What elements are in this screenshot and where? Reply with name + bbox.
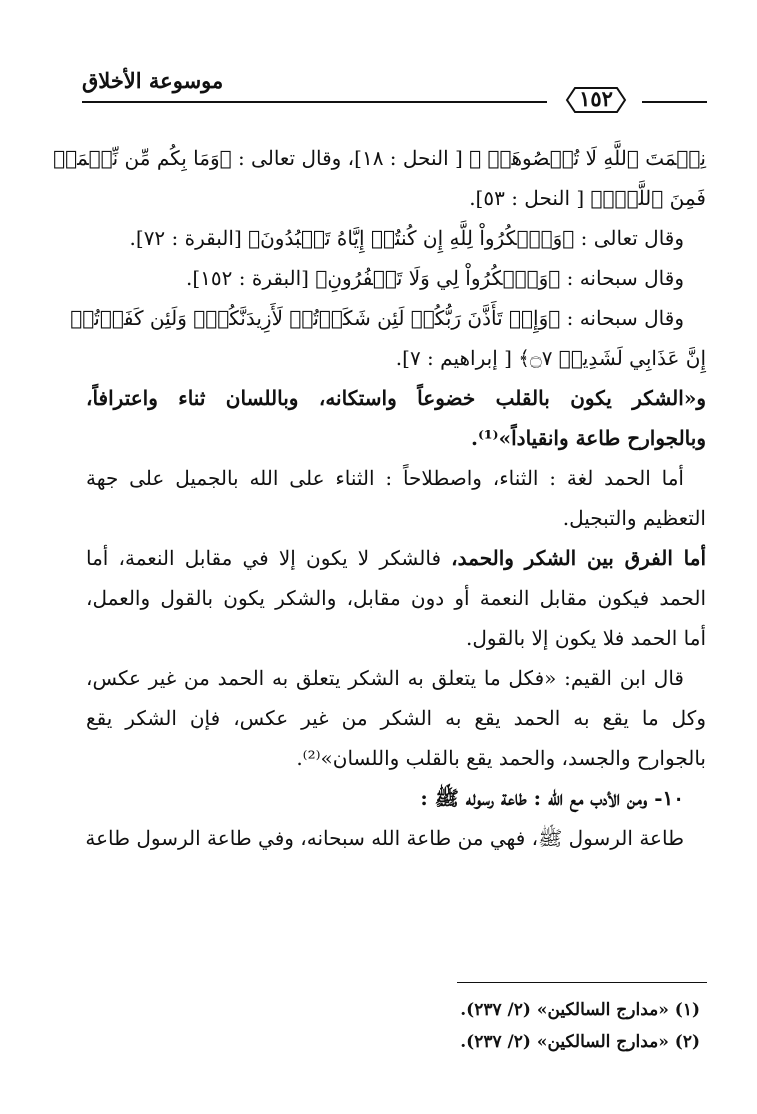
- text-line: فَمِنَ ٱللَّهِۖ﴾ [ النحل : ٥٣].: [469, 186, 706, 210]
- text-line: ١٠- ومن الأدب مع الله : طاعة رسوله ﷺ :: [420, 786, 684, 810]
- main-text: [53, 138, 707, 858]
- bold-phrase: أما الفرق بين الشكر والحمد،: [451, 546, 707, 570]
- text-line: وبالجوارح طاعة وانقياداً»⁽¹⁾.: [470, 426, 706, 450]
- page-number: ١٥٢: [579, 86, 613, 111]
- text-line: التعظيم والتبجيل.: [562, 506, 706, 530]
- page-number-frame: [557, 84, 635, 116]
- text-line: وكل ما يقع به الحمد يقع به الشكر من غير عكس، فإن الشكر يقع: [86, 706, 706, 730]
- header-rule-left: [82, 101, 547, 103]
- footnote-separator: [457, 982, 707, 983]
- text-line: الحمد فيكون مقابل النعمة أو دون مقابل، والشكر يكون بالقول والعمل،: [86, 586, 706, 610]
- text-line: إِنَّ عَذَابِي لَشَدِيدٞ ۝٧﴾ [ إبراهيم : ٧].: [395, 346, 706, 370]
- text-line: طاعة الرسول ﷺ، فهي من طاعة الله سبحانه، وفي طاعة الرسول طاعة: [85, 826, 684, 850]
- text-line: بالجوارح والجسد، والحمد يقع بالقلب واللسان»⁽²⁾.: [296, 746, 706, 770]
- text-line: وقال سبحانه : ﴿وَٱشۡكُرُواْ لِي وَلَا تَكۡفُرُونِ﴾ [البقرة : ١٥٢].: [185, 266, 684, 290]
- footnote-item: (١) «مدارج السالكين» (٢/ ٢٣٧).: [460, 1000, 700, 1020]
- text-line: قال ابن القيم: «فكل ما يتعلق به الشكر يتعلق به الحمد من غير عكس،: [86, 666, 684, 690]
- text-line: [86, 538, 706, 578]
- line-rest: فالشكر لا يكون إلا في مقابل النعمة، أما: [86, 546, 452, 570]
- text-line: نِعۡمَتَ ٱللَّهِ لَا تُحۡصُوهَآۗ ﴾ [ النحل : ١٨]، وقال تعالى : ﴿وَمَا بِكُم مِّن نِّعۡمَةٖ: [53, 146, 706, 170]
- text-line: و«الشكر يكون بالقلب خضوعاً واستكانه، وباللسان ثناء واعترافاً،: [86, 386, 706, 410]
- text-line: وقال تعالى : ﴿وَٱشۡكُرُواْ لِلَّهِ إِن كُنتُمۡ إِيَّاهُ تَعۡبُدُونَ﴾ [البقرة : ٧٢].: [129, 226, 684, 250]
- header-rule-right: [642, 101, 707, 103]
- text-line: وقال سبحانه : ﴿وَإِذۡ تَأَذَّنَ رَبُّكُمۡ لَئِن شَكَرۡتُمۡ لَأَزِيدَنَّكُمۡۖ وَلَئِن كَفَرۡتُمۡ: [70, 306, 684, 330]
- page-header: [82, 60, 707, 111]
- text-line: أما الحمد لغة : الثناء، واصطلاحاً : الثناء على الله بالجميل على جهة: [86, 466, 684, 490]
- text-line: أما الحمد فلا يكون إلا بالقول.: [466, 626, 706, 650]
- footnotes: [86, 994, 706, 1058]
- book-title: موسوعة الأخلاق: [82, 68, 224, 93]
- footnote-item: (٢) «مدارج السالكين» (٢/ ٢٣٧).: [460, 1032, 700, 1052]
